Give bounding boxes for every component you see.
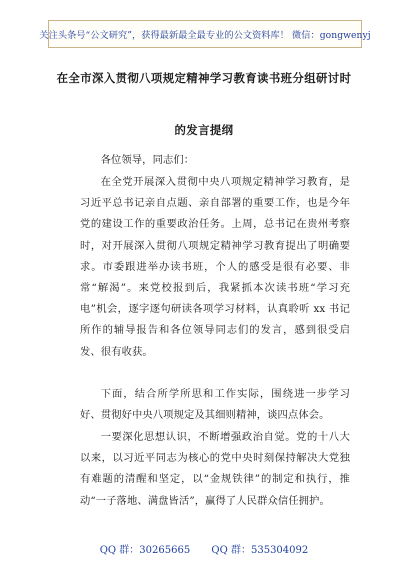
footer <box>0 541 408 556</box>
body-paragraph-1: 在全党开展深入贯彻中央八项规定精神学习教育，是习近平总书记亲自点题、亲自部署的重要工作，也是今年党的建设工作的重要政治任务。上周，总书记在贵州考察时，对开展深入贯彻八项规定精神学习教育提出了明确要求。市委跟进举办读书班，个人的感受是很有必要、非常“解渴”。来党校报到后，我紧抓本次读书班“学习充电”机会，逐字逐句研读各项学习材料，认真聆听 xx 书记所作的辅导报告和各位领导同志们的发言，感到很受启发、很有收获。 <box>80 176 350 358</box>
body-paragraph-1-block <box>80 172 350 363</box>
header-banner-text: 关注头条号“公文研究”，获得最新最全最专业的公文资料库！ 微信：gongwenyj <box>39 30 371 41</box>
body-paragraph-2-block <box>80 384 350 426</box>
document-title-line-1: 在全市深入贯彻八项规定精神学习教育读书班分组研讨时 <box>56 71 352 85</box>
greeting-block <box>80 150 350 171</box>
document-title-line-2: 的发言提纲 <box>174 123 234 137</box>
header-banner <box>39 20 371 48</box>
footer-qq-group-2: QQ 群：535304092 <box>211 545 309 556</box>
body-paragraph-3: 一要深化思想认识，不断增强政治自觉。党的十八大以来，以习近平同志为核心的党中央时刻保持解决大党独有难题的清醒和坚定，以“金规铁律”的制定和执行，推动“一子落地、满盘皆活”，赢得了人民群众信任拥护。 <box>80 431 350 507</box>
footer-qq-group-1: QQ 群：30265665 <box>99 545 191 556</box>
body-paragraph-2: 下面，结合所学所思和工作实际，围绕进一步学习好、贯彻好中央八项规定及其细则精神，谈四点体会。 <box>80 388 350 422</box>
body-paragraph-3-block <box>80 427 350 512</box>
greeting: 各位领导，同志们： <box>100 154 195 166</box>
